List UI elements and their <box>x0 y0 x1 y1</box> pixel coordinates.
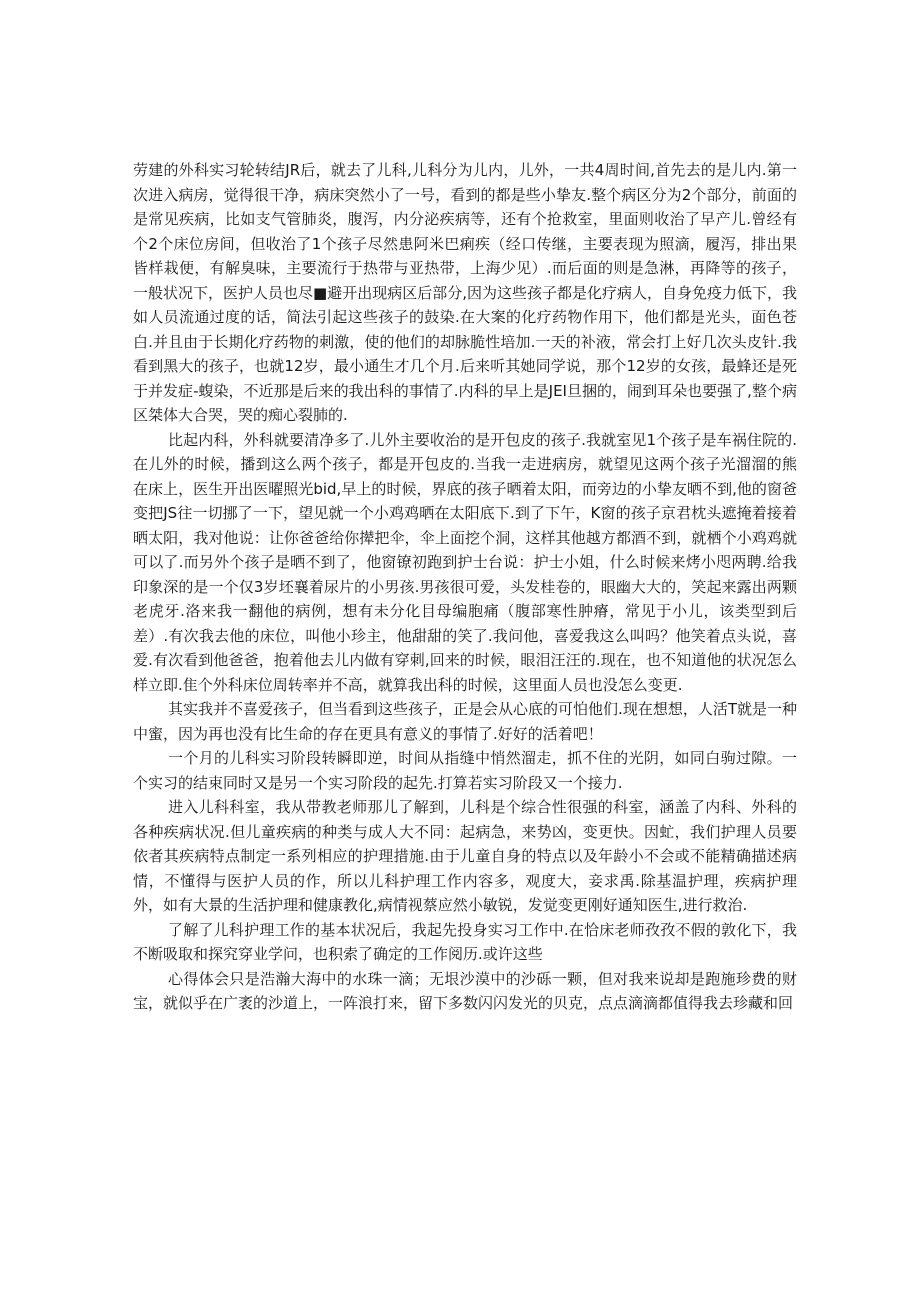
paragraph: 一个月的儿科实习阶段转瞬即逆，时间从指缝中悄然溜走，抓不住的光阴，如同白驹过隙。一个实习的结束同时又是另一个实习阶段的起先.打算若实习阶段又一个接力. <box>133 749 797 792</box>
paragraph: 进入儿科科室，我从带教老师那儿了解到，儿科是个综合性很强的科室，涵盖了内科、外科的各种疾病状况.但儿童疾病的种类与成人大不同：起病急，来势凶，变更快。因虻，我们护理人员要依者其疾病特点制定一系列相应的护理措施.由于儿童自身的特点以及年龄小不会或不能精确描述病情，不懂得与医护人员的作，所以儿科护理工作内容多，观度大，妾求禹.除基温护理，疾病护理外，如有大景的生活护理和健康教化,病情视蔡应然小敏锐，发觉变更刚好通知医生,进行救治. <box>133 798 797 914</box>
paragraph: 劳建的外科实习轮转结JR后，就去了儿科,儿科分为儿内，儿外，一共4周时间,首先去的是儿内.第一次进入病房，觉得很干净，病床突然小了一号，看到的都是些小挚友.整个病区分为2个部分，前面的是常见疾病，比如支气管肺炎，腹泻，内分泌疾病等，还有个抢救室，里面则收治了早产儿.曾经有个2个床位房间，但收治了1个孩子尽然患阿米巴痢疾（经口传继，主要表现为照滴，履泻，排出果皆样栽便，有解臭味，主要流行于热带与亚热带，上海少见）.而后面的则是急淋，再降等的孩子，一般状况下，医护人员也尽■避开出现病区后部分,因为这些孩子都是化疗病人，自身免疫力低下，我如人员流通过度的话，简法引起这些孩子的鼓染.在大案的化疗药物作用下，他们都是光头，面色苍白.并且由于长期化疗药物的刺激，使的他们的却脉脆性培加.一天的补液，常会打上好几次头皮针.我看到黑大的孩子，也就12岁，最小通生才几个月.后来听其她同学说，那个12岁的女孩，最蜂还是死于并发症-蝮染，不近那是后来的我出科的事情了.内科的早上是JEI旦捆的，闹到耳朵也要强了,整个病区桀体大合哭，哭的痴心裂肺的. <box>133 161 797 424</box>
paragraph: 其实我并不喜爱孩子，但当看到这些孩子，正是会从心底的可怕他们.现在想想，人活T就是一种中蜜，因为再也没有比生命的存在更具有意义的事情了.好好的活着吧！ <box>133 700 797 743</box>
paragraph: 比起内科，外科就要清净多了.儿外主要收治的是开包皮的孩子.我就室见1个孩子是车祸住院的.在儿外的时候，播到这么两个孩子，都是开包皮的.当我一走进病房，就望见这两个孩子光溜溜的熊在床上，医生开出医曜照光bid,早上的时候，界底的孩子晒着太阳，而旁边的小挚友晒不到,他的窗爸变把JS往一切挪了一下，望见就一个小鸡鸡晒在太阳底下.到了下午，K窗的孩子京君枕头遮掩着接着晒太阳，我对他说：让你爸爸给你撵把伞，伞上面挖个洞，这样其他越方都酒不到，就栖个小鸡鸡就可以了.而另外个孩子是晒不到了，他窗镣初跑到护士台说：护士小姐，什么时候来烤小咫两聘.给我印象深的是一个仅3岁坯襄着尿片的小男孩.男孩很可爱，头发桂卷的，眼幽大大的，笑起来露出两颗老虎牙.洛来我一翻他的病例，想有未分化目母编胞痛（腹部寒性肿瘠，常见于小儿，该类型到后差）.有次我去他的床位，叫他小珍主，他甜甜的笑了.我问他，喜爱我这么叫吗？他笑着点头说，喜爱.有次看到他爸爸，抱着他去儿内做有穿刺,回来的时候，眼泪汪汪的.现在，也不知道他的状况怎么样立即.隹个外科床位周转率并不高，就算我出科的时候，这里面人员也没怎么变更. <box>133 430 797 694</box>
paragraph: 了解了儿科护理工作的基本状况后，我起先投身实习工作中.在恰床老师孜孜不假的敦化下，我不断吸取和探究穿业学问，也积索了确定的工作阅历.或许这些 <box>133 920 797 963</box>
document-body <box>133 158 797 1016</box>
paragraph: 心得体会只是浩瀚大海中的水珠一滴；无垠沙漠中的沙砾一颗，但对我来说却是跑施珍费的财宝，就似乎在广袤的沙道上，一阵浪打来，留下多数闪闪发光的贝克，点点滴滴都值得我去珍藏和回 <box>133 969 797 1012</box>
